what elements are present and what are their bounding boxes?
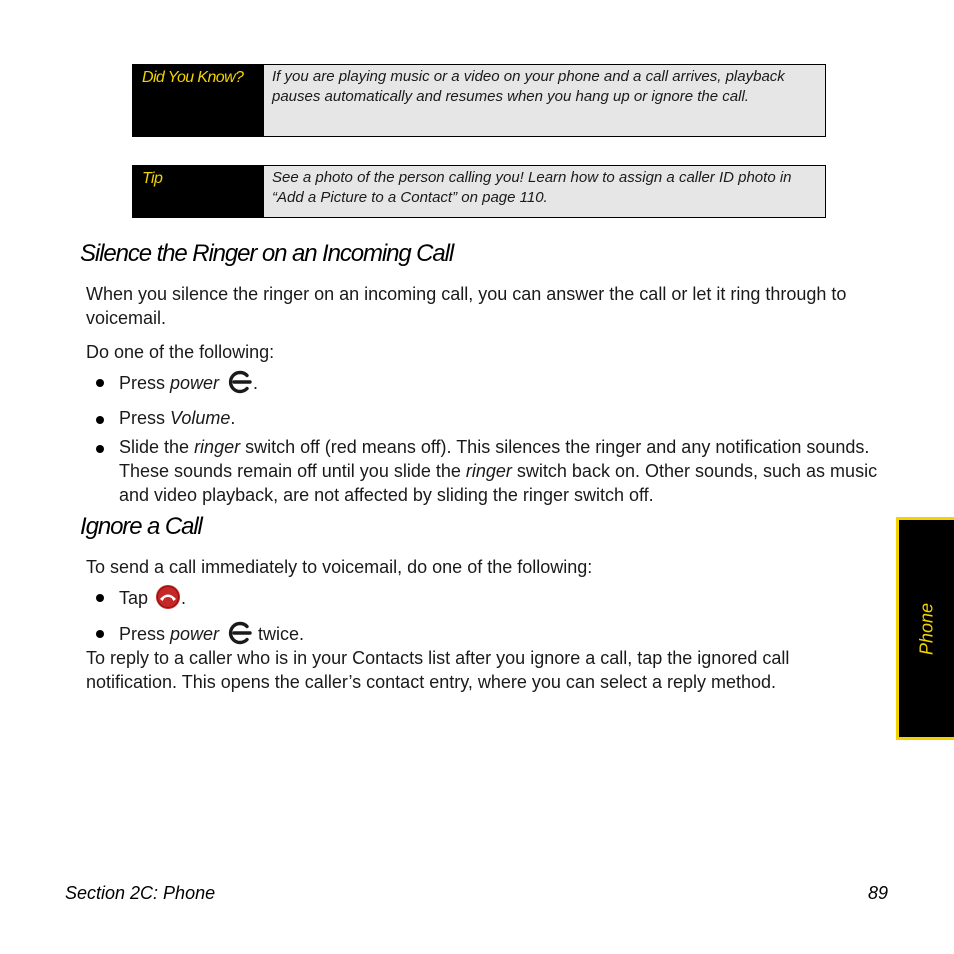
tip-callout bbox=[132, 165, 826, 218]
keyword: ringer bbox=[465, 461, 512, 481]
list-item: Press Volume. bbox=[86, 406, 896, 430]
silence-intro: When you silence the ringer on an incoming call, you can answer the call or let it ring through to voicemail. bbox=[86, 284, 847, 328]
section-side-tab bbox=[896, 517, 954, 740]
power-button-icon bbox=[225, 369, 253, 401]
silence-options-list bbox=[86, 369, 896, 507]
list-item: Slide the ringer switch off (red means off). This silences the ringer and any notification sounds. These sounds remain off until you slide the ringer switch back on. Other sounds, such as music and video playback, are not affected by sliding the ringer switch off. bbox=[86, 435, 896, 507]
list-item: Press power twice. bbox=[86, 620, 896, 652]
side-tab-label: Phone bbox=[916, 602, 936, 655]
silence-do-one: Do one of the following: bbox=[86, 342, 275, 362]
footer-page-number: 89 bbox=[867, 883, 888, 903]
section-heading-silence: Silence the Ringer on an Incoming Call bbox=[80, 240, 454, 267]
keyword: Volume bbox=[170, 408, 231, 428]
ignore-outro: To reply to a caller who is in your Contacts list after you ignore a call, tap the ignored call notification. This opens the caller’s contact entry, where you can select a reply method. bbox=[86, 648, 790, 692]
list-item: Press power . bbox=[86, 369, 896, 401]
keyword: power bbox=[170, 373, 220, 393]
list-item: Tap . bbox=[86, 584, 896, 616]
ignore-options-list bbox=[86, 584, 896, 652]
keyword: power bbox=[170, 624, 220, 644]
section-heading-ignore: Ignore a Call bbox=[80, 513, 202, 540]
footer-section: Section 2C: Phone bbox=[65, 883, 216, 903]
callout-label: Tip bbox=[133, 166, 264, 217]
did-you-know-callout bbox=[132, 64, 826, 137]
ignore-intro: To send a call immediately to voicemail, do one of the following: bbox=[86, 557, 593, 577]
callout-text: If you are playing music or a video on your phone and a call arrives, playback pauses automatically and resumes when you hang up or ignore the call. bbox=[264, 65, 825, 136]
decline-call-icon bbox=[155, 584, 181, 616]
callout-label: Did You Know? bbox=[133, 65, 264, 136]
keyword: ringer bbox=[194, 437, 241, 457]
callout-text: See a photo of the person calling you! Learn how to assign a caller ID photo in “Add a Picture to a Contact” on page 110. bbox=[264, 166, 825, 217]
